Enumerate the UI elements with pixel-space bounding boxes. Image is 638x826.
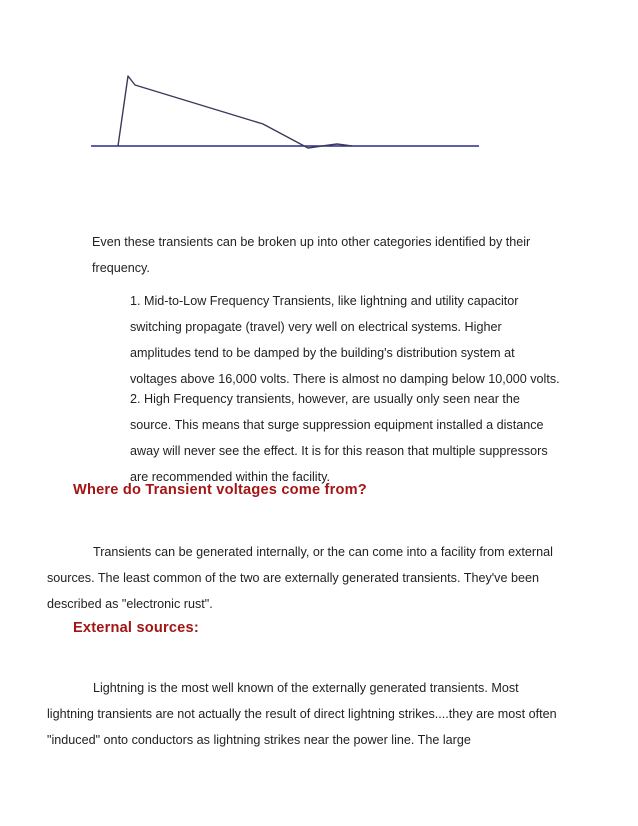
section-heading-origin: Where do Transient voltages come from?: [73, 482, 367, 498]
section-body-origin: Transients can be generated internally, or the can come into a facility from external sources. The least common of the two are externally generated transients. They've been described as "electronic rust".: [47, 545, 553, 611]
section-heading-external-sources: External sources:: [73, 620, 199, 636]
transient-waveform-figure: [0, 0, 638, 200]
section-body-external-sources: Lightning is the most well known of the externally generated transients. Most lightning transients are not actually the result of direct lightning strikes....they are most often "induced" onto conductors as lightning strikes near the power line. The large: [47, 681, 557, 747]
list-item-high-frequency: 2. High Frequency transients, however, are usually only seen near the source. This means that surge suppression equipment installed a distance away will never see the effect. It is for this reason that multiple suppressors are recommended within the facility.: [130, 392, 548, 484]
intro-paragraph: Even these transients can be broken up into other categories identified by their frequency.: [92, 235, 531, 275]
list-item-mid-low-frequency: 1. Mid-to-Low Frequency Transients, like lightning and utility capacitor switching propagate (travel) very well on electrical systems. Higher amplitudes tend to be damped by the building's distribution system at voltages above 16,000 volts. There is almost no damping below 10,000 volts.: [130, 294, 560, 386]
transient-waveform-line: [118, 76, 352, 148]
